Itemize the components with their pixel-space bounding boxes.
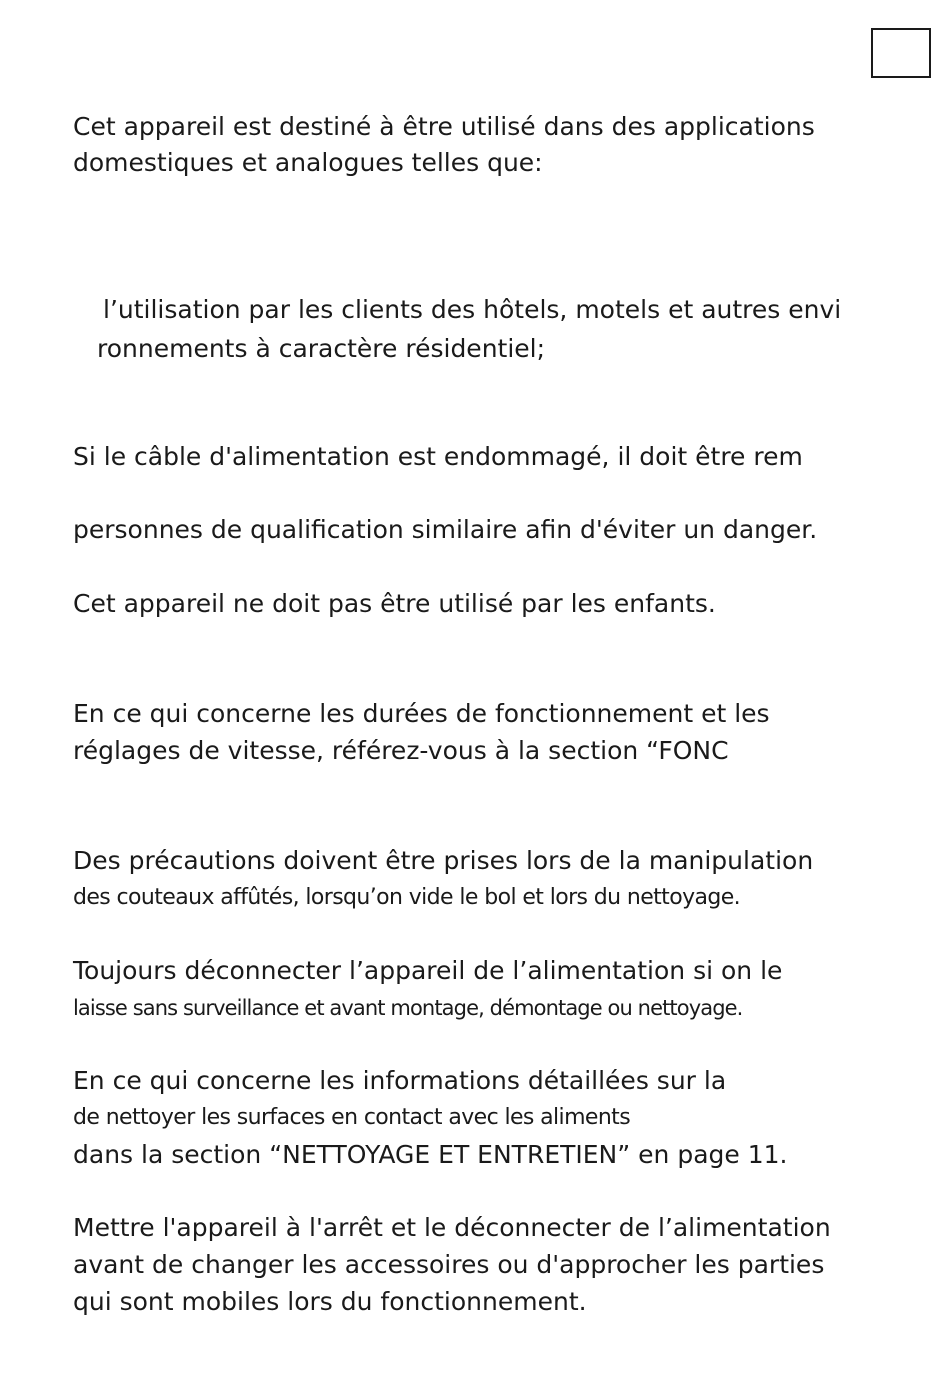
text-line: dans la section “NETTOYAGE ET ENTRETIEN” en page 11.	[73, 1140, 788, 1169]
text-line: qui sont mobiles lors du fonctionnement.	[73, 1287, 587, 1316]
text-line: Des précautions doivent être prises lors de la manipulation	[73, 846, 814, 875]
text-line: Toujours déconnecter l’appareil de l’alimentation si on le	[73, 956, 783, 985]
text-line: personnes de qualification similaire afin d'éviter un danger.	[73, 515, 818, 544]
text-line: l’utilisation par les clients des hôtels, motels et autres envi	[103, 295, 842, 324]
text-line: En ce qui concerne les durées de fonctionnement et les	[73, 699, 770, 728]
text-line: Cet appareil est destiné à être utilisé dans des applications	[73, 112, 815, 141]
text-line: Mettre l'appareil à l'arrêt et le déconnecter de l’alimentation	[73, 1213, 831, 1242]
text-line: Cet appareil ne doit pas être utilisé par les enfants.	[73, 589, 716, 618]
text-line: ronnements à caractère résidentiel;	[97, 334, 546, 363]
page-number-box	[871, 28, 931, 78]
text-line: laisse sans surveillance et avant montage, démontage ou nettoyage.	[73, 996, 743, 1020]
text-line: avant de changer les accessoires ou d'approcher les parties	[73, 1250, 825, 1279]
text-line: Si le câble d'alimentation est endommagé, il doit être rem	[73, 442, 803, 471]
text-line: domestiques et analogues telles que:	[73, 148, 543, 177]
text-line: des couteaux affûtés, lorsqu’on vide le bol et lors du nettoyage.	[73, 885, 741, 910]
text-line: réglages de vitesse, référez-vous à la section “FONC	[73, 736, 729, 765]
text-line: de nettoyer les surfaces en contact avec les aliments	[73, 1105, 631, 1130]
text-line: En ce qui concerne les informations détaillées sur la	[73, 1066, 727, 1095]
